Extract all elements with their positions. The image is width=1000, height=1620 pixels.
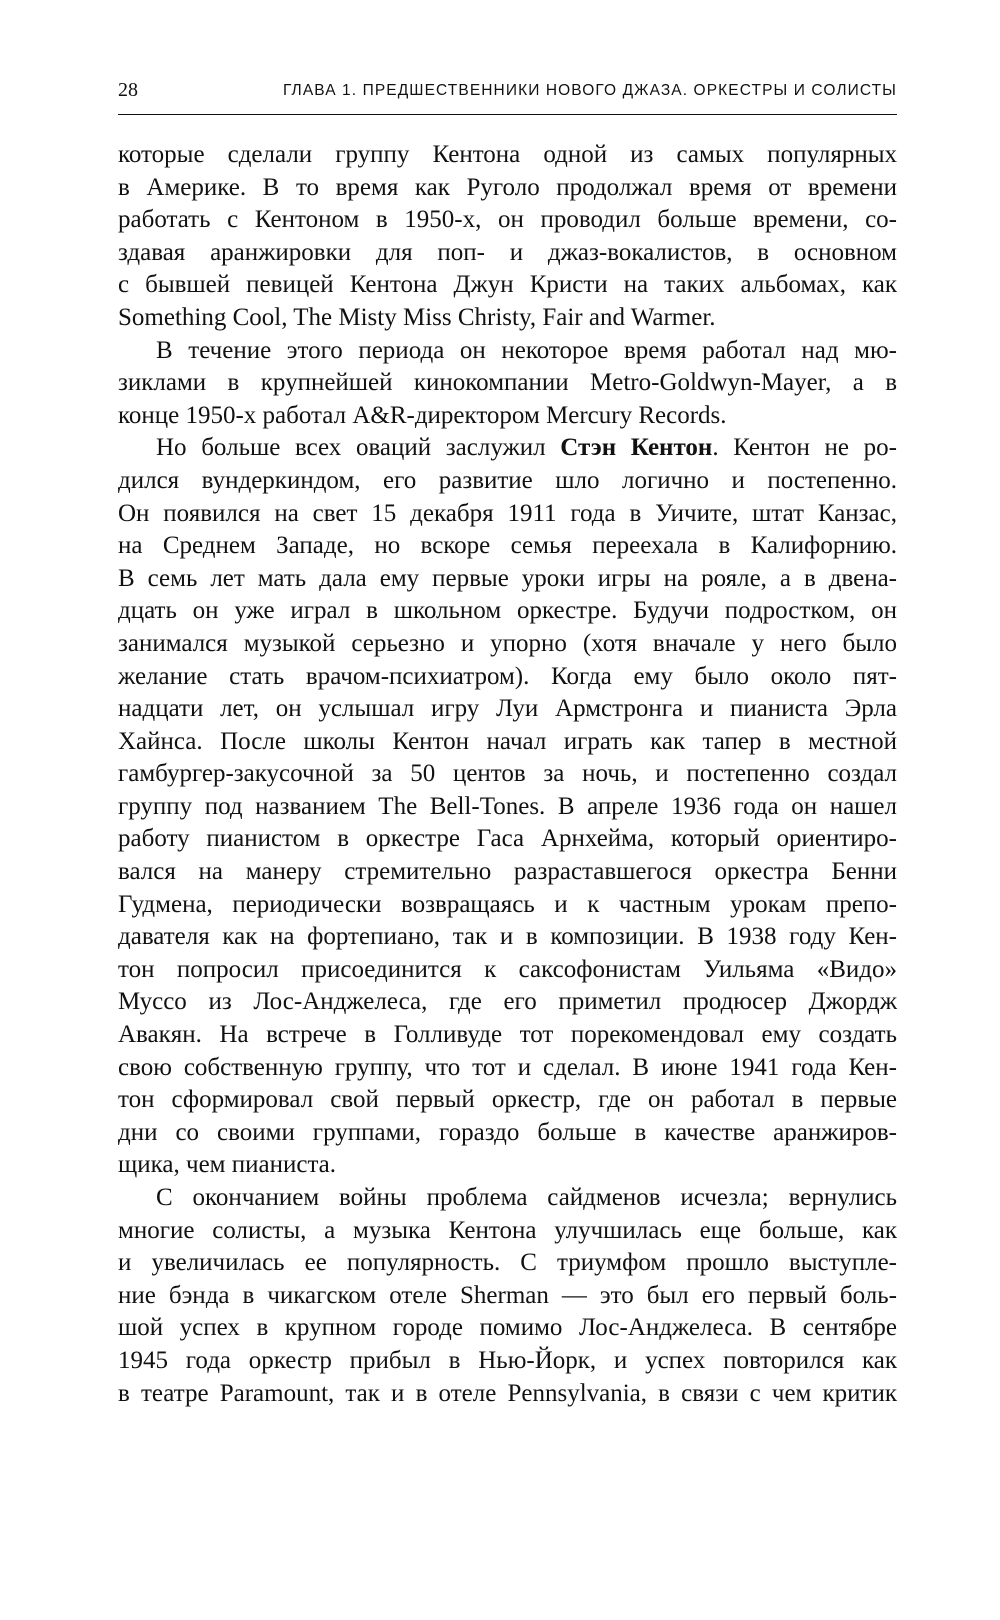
text-line: дцать он уже играл в школьном оркестре. Будучи подростком, он — [118, 597, 897, 625]
text-line: с бывшей певицей Кентона Джун Кристи на таких альбомах, как — [118, 271, 897, 299]
text-line: тон сформировал свой первый оркестр, где он работал в первые — [118, 1086, 897, 1114]
text-line: здавая аранжировки для поп- и джаз-вокалистов, в основном — [118, 238, 897, 266]
text-line: Муссо из Лос-Анджелеса, где его приметил продюсер Джордж — [118, 988, 897, 1016]
text-line: В течение этого периода он некоторое время работал над мю- — [156, 336, 897, 364]
text-line: которые сделали группу Кентона одной из самых популярных — [118, 141, 897, 168]
text-line: и увеличилась ее популярность. С триумфом прошло выступле- — [118, 1249, 897, 1277]
text-line: свою собственную группу, что тот и сделал. В июне 1941 года Кен- — [118, 1053, 897, 1081]
text-line: С окончанием войны проблема сайдменов исчезла; вернулись — [156, 1184, 897, 1211]
text-segment: Но больше всех оваций заслужил — [156, 434, 561, 462]
text-line: дни со своими группами, гораздо больше в качестве аранжиров- — [118, 1118, 897, 1146]
paragraph-4 — [118, 1182, 897, 1410]
text-line: тон попросил присоединится к саксофонистам Уильяма «Видо» — [118, 955, 897, 983]
text-line: надцати лет, он услышал игру Луи Армстронга и пианиста Эрла — [118, 695, 897, 723]
text-line: ние бэнда в чикагском отеле Sherman — это был его первый боль- — [118, 1281, 897, 1309]
text-line: Something Cool, The Misty Miss Christy, Fair and Warmer. — [118, 303, 716, 331]
text-line: работу пианистом в оркестре Гаса Арнхейма, который ориентиро- — [118, 825, 897, 853]
text-line: группу под названием The Bell-Tones. В апреле 1936 года он нашел — [118, 792, 897, 820]
header-rule — [118, 114, 897, 115]
text-line: Хайнса. После школы Кентон начал играть как тапер в местной — [118, 727, 897, 755]
paragraph-1 — [118, 139, 897, 335]
text-line: давателя как на фортепиано, так и в композиции. В 1938 году Кен- — [118, 923, 897, 951]
text-line: работать с Кентоном в 1950-х, он проводил больше времени, со- — [118, 206, 897, 234]
text-line: занимался музыкой серьезно и упорно (хотя вначале у него было — [118, 629, 897, 657]
text-line: конце 1950-х работал A&R-директором Mercury Records. — [118, 401, 727, 429]
page-number: 28 — [118, 79, 138, 101]
text-line: в Америке. В то время как Руголо продолжал время от времени — [118, 173, 897, 201]
text-line: шой успех в крупном городе помимо Лос-Анджелеса. В сентябре — [118, 1314, 897, 1342]
text-line: многие солисты, а музыка Кентона улучшилась еще больше, как — [118, 1216, 897, 1244]
text-segment: . Кентон не ро- — [712, 434, 897, 462]
text-line: Гудмена, периодически возвращаясь и к частным урокам препо- — [118, 890, 897, 918]
paragraph-3 — [118, 432, 897, 1182]
text-line: желание стать врачом-психиатром). Когда ему было около пят- — [118, 662, 897, 690]
bold-name-stan-kenton: Стэн Кентон — [560, 434, 713, 462]
text-line: 1945 года оркестр прибыл в Нью-Йорк, и успех повторился как — [118, 1346, 897, 1374]
text-line: В семь лет мать дала ему первые уроки игры на рояле, а в двена- — [118, 564, 897, 592]
text-line: щика, чем пианиста. — [118, 1151, 337, 1179]
text-line: зиклами в крупнейшей кинокомпании Metro-Goldwyn-Mayer, а в — [118, 369, 897, 397]
text-line: Он появился на свет 15 декабря 1911 года в Уичите, штат Канзас, — [118, 499, 897, 527]
text-line: Авакян. На встрече в Голливуде тот порекомендовал ему создать — [118, 1021, 897, 1049]
body-text — [118, 139, 897, 1410]
text-line: вался на манеру стремительно разраставшегося оркестра Бенни — [118, 858, 897, 886]
paragraph-2 — [118, 335, 897, 433]
text-line: гамбургер-закусочной за 50 центов за ночь, и постепенно создал — [118, 760, 897, 788]
text-line — [118, 432, 897, 465]
text-line: на Среднем Западе, но вскоре семья переехала в Калифорнию. — [118, 532, 897, 560]
page-header — [118, 78, 897, 108]
text-line: дился вундеркиндом, его развитие шло логично и постепенно. — [118, 466, 897, 494]
running-title: ГЛАВА 1. ПРЕДШЕСТВЕННИКИ НОВОГО ДЖАЗА. ОРКЕСТРЫ И СОЛИСТЫ — [282, 82, 897, 99]
text-line: в театре Paramount, так и в отеле Pennsylvania, в связи с чем критик — [118, 1379, 897, 1407]
